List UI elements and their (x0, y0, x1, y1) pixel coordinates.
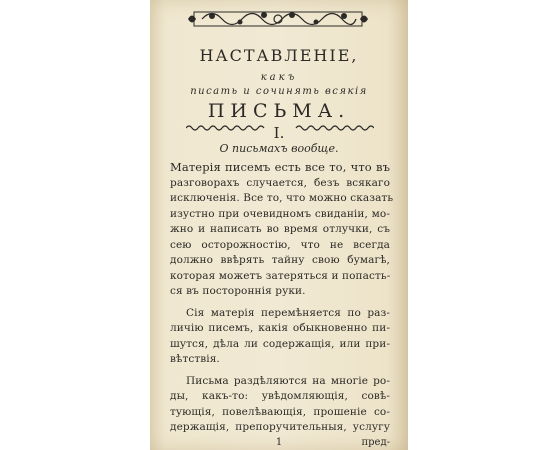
text-line: жно и написать во время отлучки, съ (170, 223, 390, 235)
body-text (170, 160, 394, 436)
section-number-text: I. (271, 124, 288, 142)
book-page (150, 0, 408, 450)
text-line: изустно при очевидномъ свиданіи, мо- (170, 207, 390, 220)
text-line: личію писемъ, какія обыкновенно пи- (170, 322, 390, 334)
page-number: 1 (275, 437, 283, 448)
text-line: держащія, препоручительныя, услугу (170, 421, 390, 433)
text-line: которая можетъ затеряться и попасть- (170, 269, 391, 282)
title-subline-kak: какъ (260, 72, 298, 83)
text-line: ся въ постороннія руки. (170, 285, 306, 297)
text-line: Сія матерія перемѣняется по раз- (186, 306, 390, 319)
title-pisma: ПИСЬМА. (207, 100, 351, 122)
page-title: НАСТАВЛЕНІЕ, (199, 46, 359, 65)
text-line: вѣтствія. (170, 353, 220, 365)
section-heading: О письмахъ вообще. (219, 142, 339, 155)
section-number (150, 124, 408, 142)
text-line: должно ввѣрять тайну свою бумагѣ, (170, 254, 390, 266)
text-line: Письма раздѣляются на многіе ро- (186, 374, 390, 387)
text-line: тующія, повелѣвающія, прошеніе со- (170, 405, 390, 418)
text-line: исключенія. Все то, что можно сказать (170, 192, 394, 204)
text-line: сею осторожностію, что не всегда (170, 238, 390, 251)
title-subline-pisat: писать и сочинять всякія (190, 86, 368, 97)
text-line: Матерія писемъ есть все то, что въ (170, 160, 390, 174)
text-line: разговорахъ случается, безъ всякаго (170, 176, 390, 189)
floral-ornament-header (188, 4, 368, 34)
text-line: шутся, дѣла ли содержащія, или при- (170, 337, 390, 350)
catchword: пред- (361, 437, 390, 448)
text-line: ды, какъ-то: увѣдомляющія, совѣ- (170, 390, 390, 402)
